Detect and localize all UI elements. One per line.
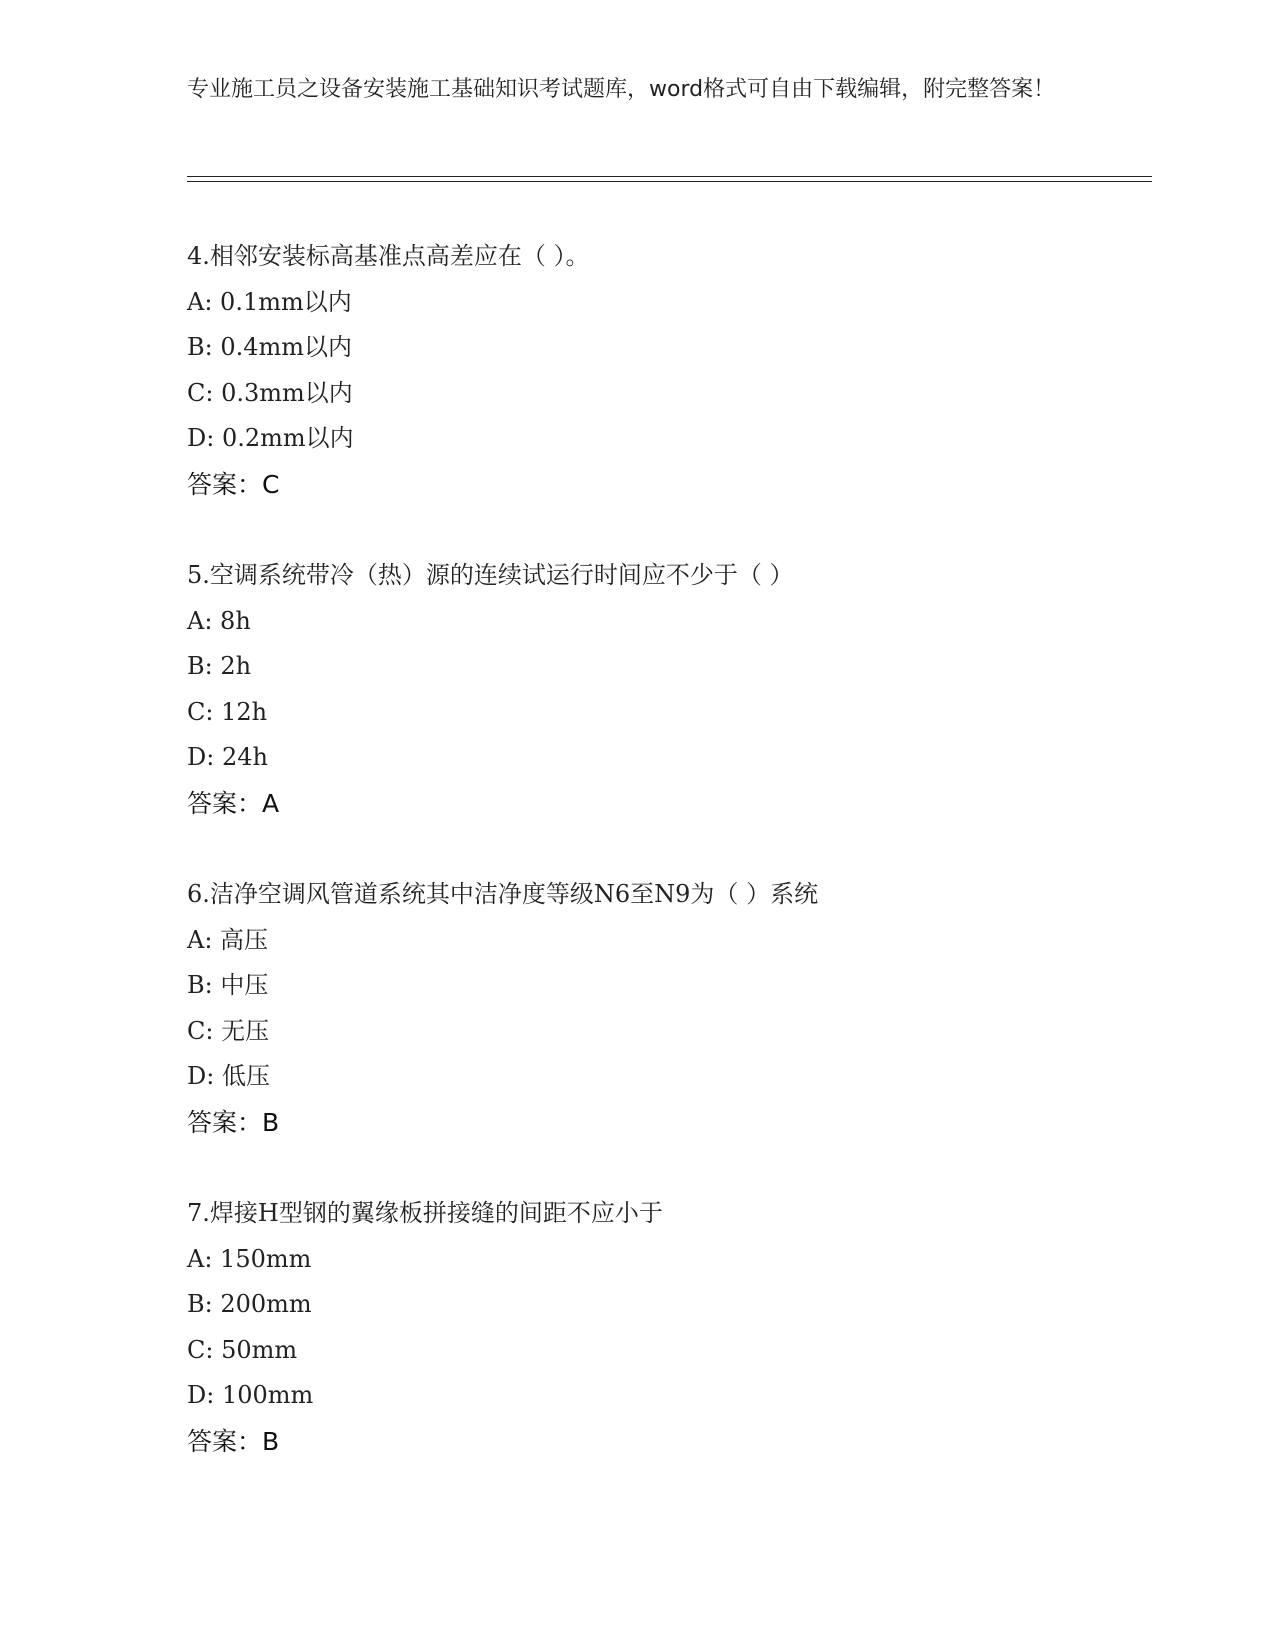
question-stem: 4.相邻安装标高基准点高差应在（ ）。 — [187, 242, 590, 270]
option-a: A: 0.1mm以内 — [187, 287, 352, 316]
option-c: C: 0.3mm以内 — [187, 378, 353, 407]
document-header: 专业施工员之设备安装施工基础知识考试题库，word格式可自由下载编辑，附完整答案！ — [187, 77, 1056, 102]
option-c: C: 50mm — [187, 1335, 298, 1364]
header-divider-bottom — [187, 181, 1152, 182]
option-d: D: 低压 — [187, 1062, 270, 1090]
answer: 答案：A — [187, 788, 280, 818]
question-stem: 7.焊接H型钢的翼缘板拼接缝的间距不应小于 — [187, 1199, 663, 1227]
question-5 — [187, 553, 1137, 826]
answer: 答案：C — [187, 469, 280, 499]
option-a: A: 高压 — [187, 925, 269, 954]
question-7 — [187, 1191, 1137, 1464]
answer: 答案：B — [187, 1426, 280, 1456]
option-a: A: 150mm — [187, 1244, 312, 1273]
option-b: B: 中压 — [187, 971, 269, 999]
answer: 答案：B — [187, 1107, 280, 1137]
option-d: D: 100mm — [187, 1381, 314, 1409]
option-c: C: 无压 — [187, 1016, 270, 1045]
question-stem: 5.空调系统带冷（热）源的连续试运行时间应不少于（ ） — [187, 561, 794, 589]
header-divider-top — [187, 176, 1152, 177]
option-a: A: 8h — [187, 606, 251, 635]
option-b: B: 2h — [187, 652, 252, 680]
option-b: B: 200mm — [187, 1290, 312, 1318]
option-d: D: 24h — [187, 743, 268, 771]
question-stem: 6.洁净空调风管道系统其中洁净度等级N6至N9为（ ）系统 — [187, 880, 819, 908]
option-b: B: 0.4mm以内 — [187, 333, 353, 361]
question-4 — [187, 234, 1137, 507]
option-c: C: 12h — [187, 697, 268, 726]
option-d: D: 0.2mm以内 — [187, 424, 354, 452]
question-6 — [187, 872, 1137, 1145]
